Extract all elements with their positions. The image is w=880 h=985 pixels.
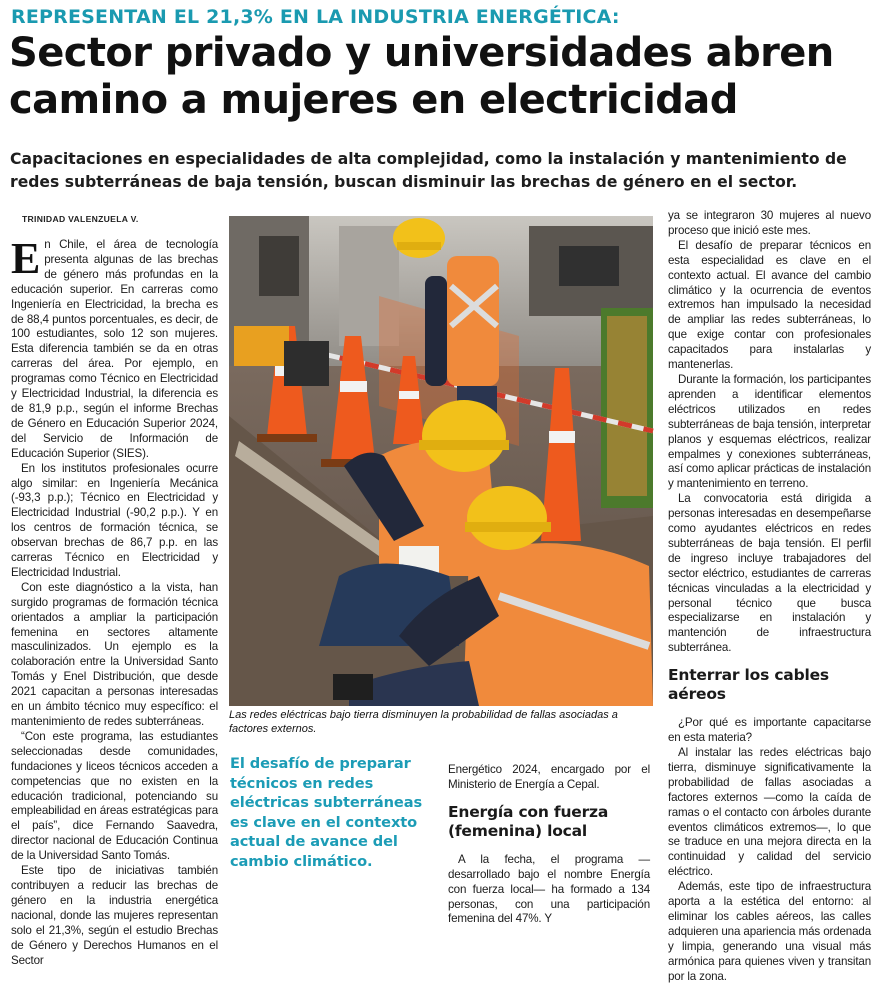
body-paragraph: “Con este programa, las estudiantes seleccionadas desde comunidades, fundaciones y liceos técnicos acceden a competencias que no existen en la educación tradicional, potenciando su empleabilidad en áreas estratégicas para el país”, dice Fernando Saavedra, director nacional de Educación Continua de la Universidad Santo Tomás. [11,729,218,863]
body-paragraph: Al instalar las redes eléctricas bajo tierra, disminuye significativamente la probabilidad de fallas asociadas a factores externos —como la caída de ramas o el contacto con árboles durante eventos climáticos extremos—, lo que se traduce en una mejora directa en la continuidad y calidad del servicio eléctrico. [668,746,871,879]
body-paragraph: A la fecha, el programa —desarrollado bajo el nombre Energía con fuerza local— ha formado a 134 personas, con una participación femenina del 47%. Y [448,852,650,926]
drop-cap: E [11,234,41,283]
body-paragraph: Durante la formación, los participantes aprenden a identificar elementos eléctricos utilizados en redes subterráneas de baja tensión, interpretar planos y esquemas eléctricos, realizar empalmes y conexiones subterráneas, así como aplicar prácticas de instalación y mantenimiento en terreno. [668,372,871,491]
article-deck: Capacitaciones en especialidades de alta complejidad, como la instalación y mantenimiento de redes subterráneas de baja tensión, buscan disminuir las brechas de género en el sector. [10,150,847,191]
pull-quote: El desafío de preparar técnicos en redes eléctricas subterráneas es clave en el contexto actual de avance del cambio climático. [230,755,423,870]
body-column-3 [448,763,650,927]
byline: TRINIDAD VALENZUELA V. [22,214,139,224]
headline-line-1: Sector privado y universidades abren [9,30,834,76]
body-paragraph: El desafío de preparar técnicos en esta especialidad es clave en el contexto actual. El avance del cambio climático y la ocurrencia de eventos extremos han impulsado la necesidad de ampliar las redes subterráneas, lo que exige contar con profesionales capacitados para instalarlas y mantenerlas. [668,238,871,372]
section-subhead: Enterrar los cables aéreos [668,666,829,704]
article-headline [9,30,874,124]
section-subhead: Energía con fuerza (femenina) local [448,802,609,840]
body-paragraph: ya se integraron 30 mujeres al nuevo proceso que inició este mes. [668,209,871,237]
body-paragraph: Con este diagnóstico a la vista, han surgido programas de formación técnica orientados a ampliar la participación femenina en sectores altamente masculinizados. Un ejemplo es la colaboración entre la Universidad Santo Tomás y Enel Distribución, que desde 2021 capacitan a personas interesadas en un ámbito técnico muy específico: el mantenimiento de redes subterráneas. [11,580,218,728]
body-paragraph: ¿Por qué es importante capacitarse en esta materia? [668,716,871,745]
body-column-1 [11,234,218,968]
photo-caption: Las redes eléctricas bajo tierra disminuyen la probabilidad de fallas asociadas a factores externos. [229,709,618,735]
article-kicker: REPRESENTAN EL 21,3% EN LA INDUSTRIA ENERGÉTICA: [11,6,620,28]
body-paragraph: La convocatoria está dirigida a personas interesadas en desempeñarse como ayudantes eléctricos en redes subterráneas de baja tensión. El perfil de ingreso incluye trabajadores del sector eléctrico, estudiantes de carreras técnicas vinculadas a la electricidad y personal técnico que busca especializarse en instalación y mantención de infraestructura subterránea. [668,492,871,655]
body-paragraph: Energético 2024, encargado por el Ministerio de Energía a Cepal. [448,763,650,791]
body-paragraph: Además, este tipo de infraestructura aporta a la estética del entorno: al eliminar los cables aéreos, las calles adquieren una apariencia más ordenada y limpia, generando una visual más armónica para quienes viven y transitan por la zona. [668,880,871,983]
body-column-4 [668,209,871,985]
body-paragraph: En Chile, el área de tecnología presenta algunas de las brechas de género más profundas en la educación superior. En carreras como Ingeniería en Electricidad, la brecha es de 88,4 puntos porcentuales, es decir, de 100 estudiantes, solo 12 son mujeres. Esta diferencia también se da en otras carreras del área. Por ejemplo, en programas como Técnico en Electricidad y Electricidad Industrial, la diferencia es de 81,9 p.p., según el informe Brechas de Género en Educación Superior 2024, del Servicio de Información de Educación Superior (SIES). [11,234,218,460]
body-paragraph: Este tipo de iniciativas también contribuyen a reducir las brechas de género en la industria energética nacional, donde las mujeres representan solo el 21,3%, según el estudio Brechas de Género y Derechos Humanos en el Sector [11,864,218,967]
article-photo [229,216,653,706]
body-paragraph: En los institutos profesionales ocurre algo similar: en Ingeniería Mecánica (-93,3 p.p.); Técnico en Electricidad y Electricidad Industrial (-90,2 p.p.). Y en los centros de formación técnica, se observan brechas de 86,7 p.p. en las carreras Técnico en Electricidad y Electricidad Industrial. [11,461,218,579]
headline-line-2: camino a mujeres en electricidad [9,77,738,123]
